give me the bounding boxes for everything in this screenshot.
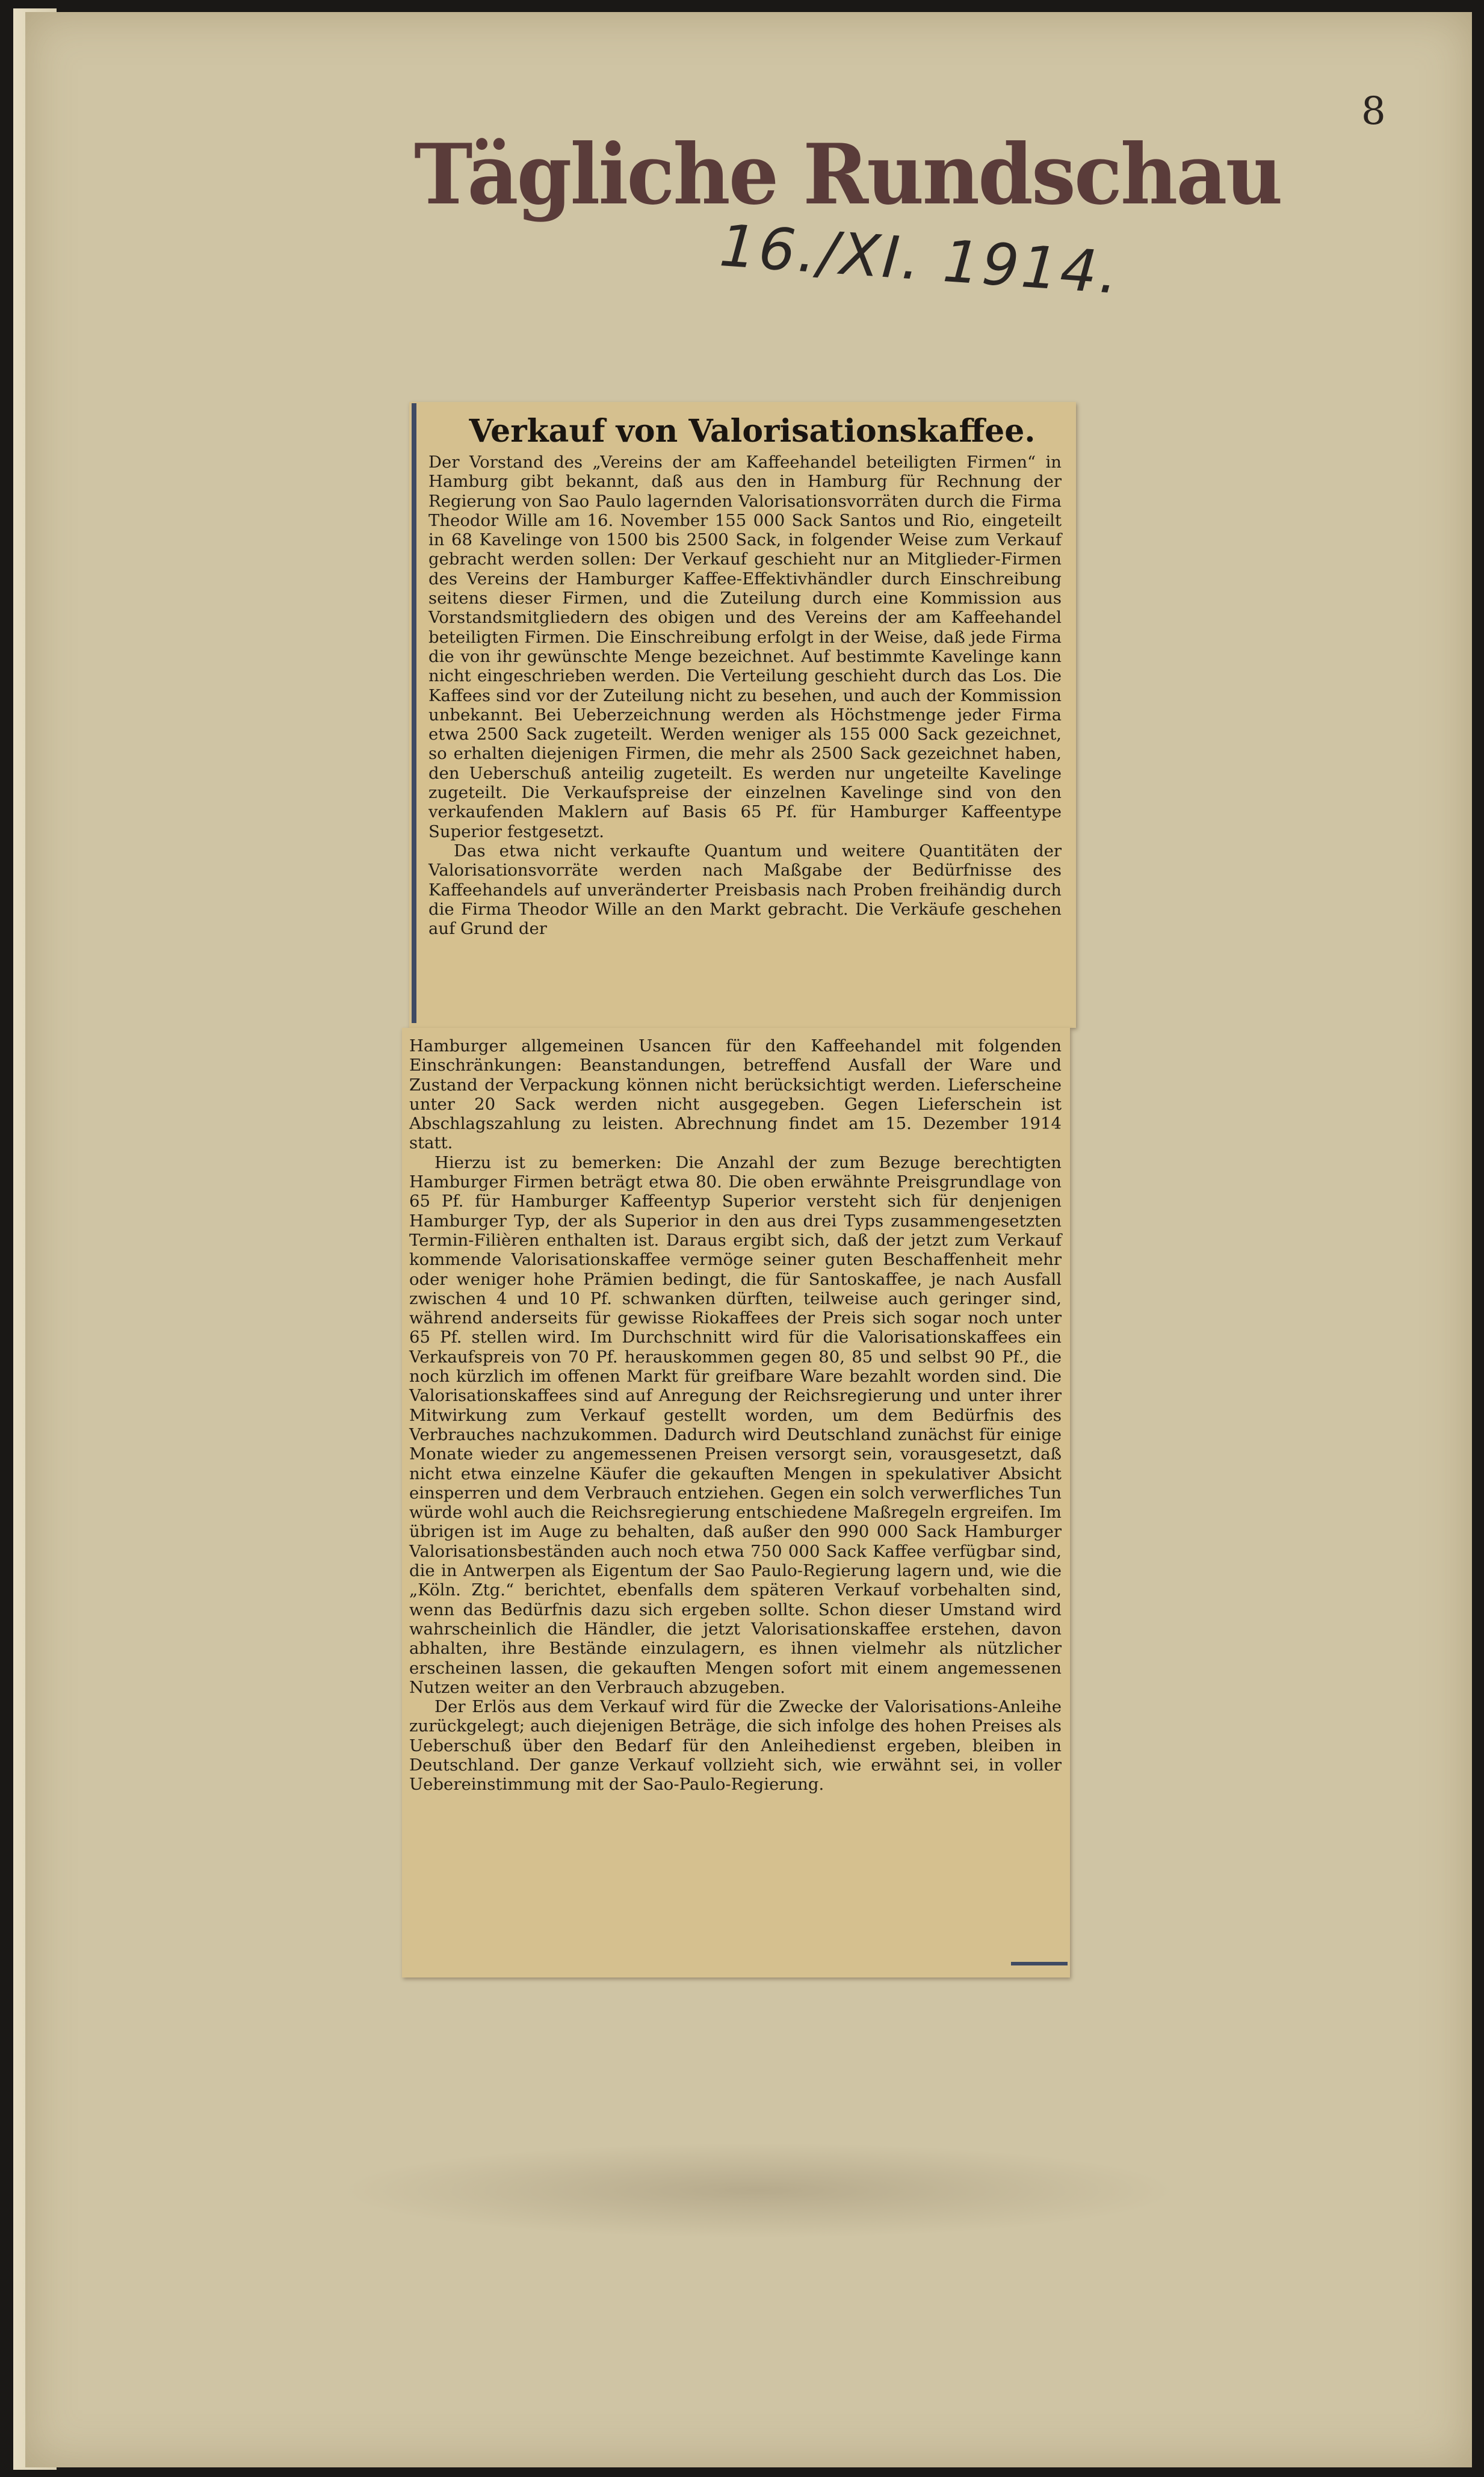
clipping-edge-bar [412,403,416,1023]
article-paragraph: Hierzu ist zu bemerken: Die Anzahl der zum Bezuge berechtigten Hamburger Firmen beträgt etwa 80. Die oben erwähnte Preisgrundlage von 65 Pf. für Hamburger Kaffeentyp Superior versteht sich für denjenigen Hamburger Typ, der als Superior in den aus drei Typs zusammengesetzten Termin-Filièren enthalten ist. Daraus ergibt sich, daß der jetzt zum Verkauf kommende Valorisationskaffee vermöge seiner guten Beschaffenheit mehr oder weniger hohe Prämien bedingt, die für Santoskaffee, je nach Ausfall zwischen 4 und 10 Pf. schwanken dürften, teilweise auch geringer sind, während anderseits für gewisse Riokaffees der Preis sich sogar noch unter 65 Pf. stellen wird. Im Durchschnitt wird für die Valorisationskaffees ein Verkaufspreis von 70 Pf. herauskommen gegen 80, 85 und selbst 90 Pf., die noch kürzlich im offenen Markt für greifbare Ware bezahlt worden sind. Die Valorisationskaffees sind auf Anregung der Reichsregierung und unter ihrer Mitwirkung zum Verkauf gestellt worden, um dem Bedürfnis des Verbrauches nachzukommen. Dadurch wird Deutschland zunächst für einige Monate wieder zu angemessenen Preisen versorgt sein, vorausgesetzt, daß nicht etwa einzelne Käufer die gekauften Mengen in spekulativer Absicht einsperren und dem Verbrauch entziehen. Gegen ein solch verwerfliches Tun würde wohl auch die Reichsregierung entschiedene Maßregeln ergreifen. Im übrigen ist im Auge zu behalten, daß außer den 990 000 Sack Hamburger Valorisationsbeständen auch noch etwa 750 000 Sack Kaffee verfügbar sind, die in Antwerpen als Eigentum der Sao Paulo-Regierung lagern und, wie die „Köln. Ztg.“ berichtet, ebenfalls dem späteren Verkauf vorbehalten sind, wenn das Bedürfnis dazu sich ergeben sollte. Schon dieser Umstand wird wahrscheinlich die Händler, die jetzt Valorisationskaffee erstehen, davon abhalten, ihre Bestände einzulagern, es ihnen vielmehr als nützlicher erscheinen lassen, die gekauften Mengen sofort mit einem angemessenen Nutzen weiter an den Verbrauch abzugeben. [409,1152,1062,1697]
article-paragraph: Der Vorstand des „Vereins der am Kaffeehandel beteiligten Firmen“ in Hamburg gibt bekannt, daß aus den in Hamburg für Rechnung der Regierung von Sao Paulo lagernden Valorisationsvorräten durch die Firma Theodor Wille am 16. November 155 000 Sack Santos und Rio, eingeteilt in 68 Kavelinge von 1500 bis 2500 Sack, in folgender Weise zum Verkauf gebracht werden sollen: Der Verkauf geschieht nur an Mitglieder-Firmen des Vereins der Hamburger Kaffee-Effektivhändler durch Einschreibung seitens dieser Firmen, und die Zuteilung durch eine Kommission aus Vorstandsmitgliedern des obigen und des Vereins der am Kaffeehandel beteiligten Firmen. Die Einschreibung erfolgt in der Weise, daß jede Firma die von ihr gewünschte Menge bezeichnet. Auf bestimmte Kavelinge kann nicht eingeschrieben werden. Die Verteilung geschieht durch das Los. Die Kaffees sind vor der Zuteilung nicht zu besehen, und auch der Kommission unbekannt. Bei Ueberzeichnung werden als Höchstmenge jeder Firma etwa 2500 Sack zugeteilt. Werden weniger als 155 000 Sack gezeichnet, so erhalten diejenigen Firmen, die mehr als 2500 Sack gezeichnet haben, den Ueberschuß anteilig zugeteilt. Es werden nur ungeteilte Kavelinge zugeteilt. Die Verkaufspreise der einzelnen Kavelinge sind von den verkaufenden Maklern auf Basis 65 Pf. für Hamburger Kaffeentype Superior festgesetzt. [428,453,1062,841]
handwritten-date: 16./XI. 1914. [717,212,1123,308]
article-body-upper [428,453,1062,938]
article-headline: Verkauf von Valorisationskaffee. [469,413,1036,450]
article-paragraph: Hamburger allgemeinen Usancen für den Kaffeehandel mit folgenden Einschränkungen: Beanstandungen, betreffend Ausfall der Ware und Zustand der Verpackung können nicht berücksichtigt werden. Lieferscheine unter 20 Sack werden nicht ausgegeben. Gegen Lieferschein ist Abschlagszahlung zu leisten. Abrechnung findet am 15. Dezember 1914 statt. [409,1036,1062,1153]
article-body-lower [409,1036,1062,1795]
scan-shadow [337,2142,1179,2239]
article-paragraph: Der Erlös aus dem Verkauf wird für die Zwecke der Valorisations-Anleihe zurückgelegt; auch diejenigen Beträge, die sich infolge des hohen Preises als Ueberschuß über den Bedarf für den Anleihedienst ergeben, bleiben in Deutschland. Der ganze Verkauf vollzieht sich, wie erwähnt sei, in voller Uebereinstimmung mit der Sao-Paulo-Regierung. [409,1697,1062,1795]
article-paragraph: Das etwa nicht verkaufte Quantum und weitere Quantitäten der Valorisationsvorräte werden nach Maßgabe der Bedürfnisse des Kaffeehandels auf unveränderter Preisbasis nach Proben freihändig durch die Firma Theodor Wille an den Markt gebracht. Die Verkäufe geschehen auf Grund der [428,841,1062,939]
newspaper-title-stamp: Tägliche Rundschau [414,125,1281,223]
clipping-edge-bar [1011,1962,1068,1965]
page-number: 8 [1361,89,1386,134]
